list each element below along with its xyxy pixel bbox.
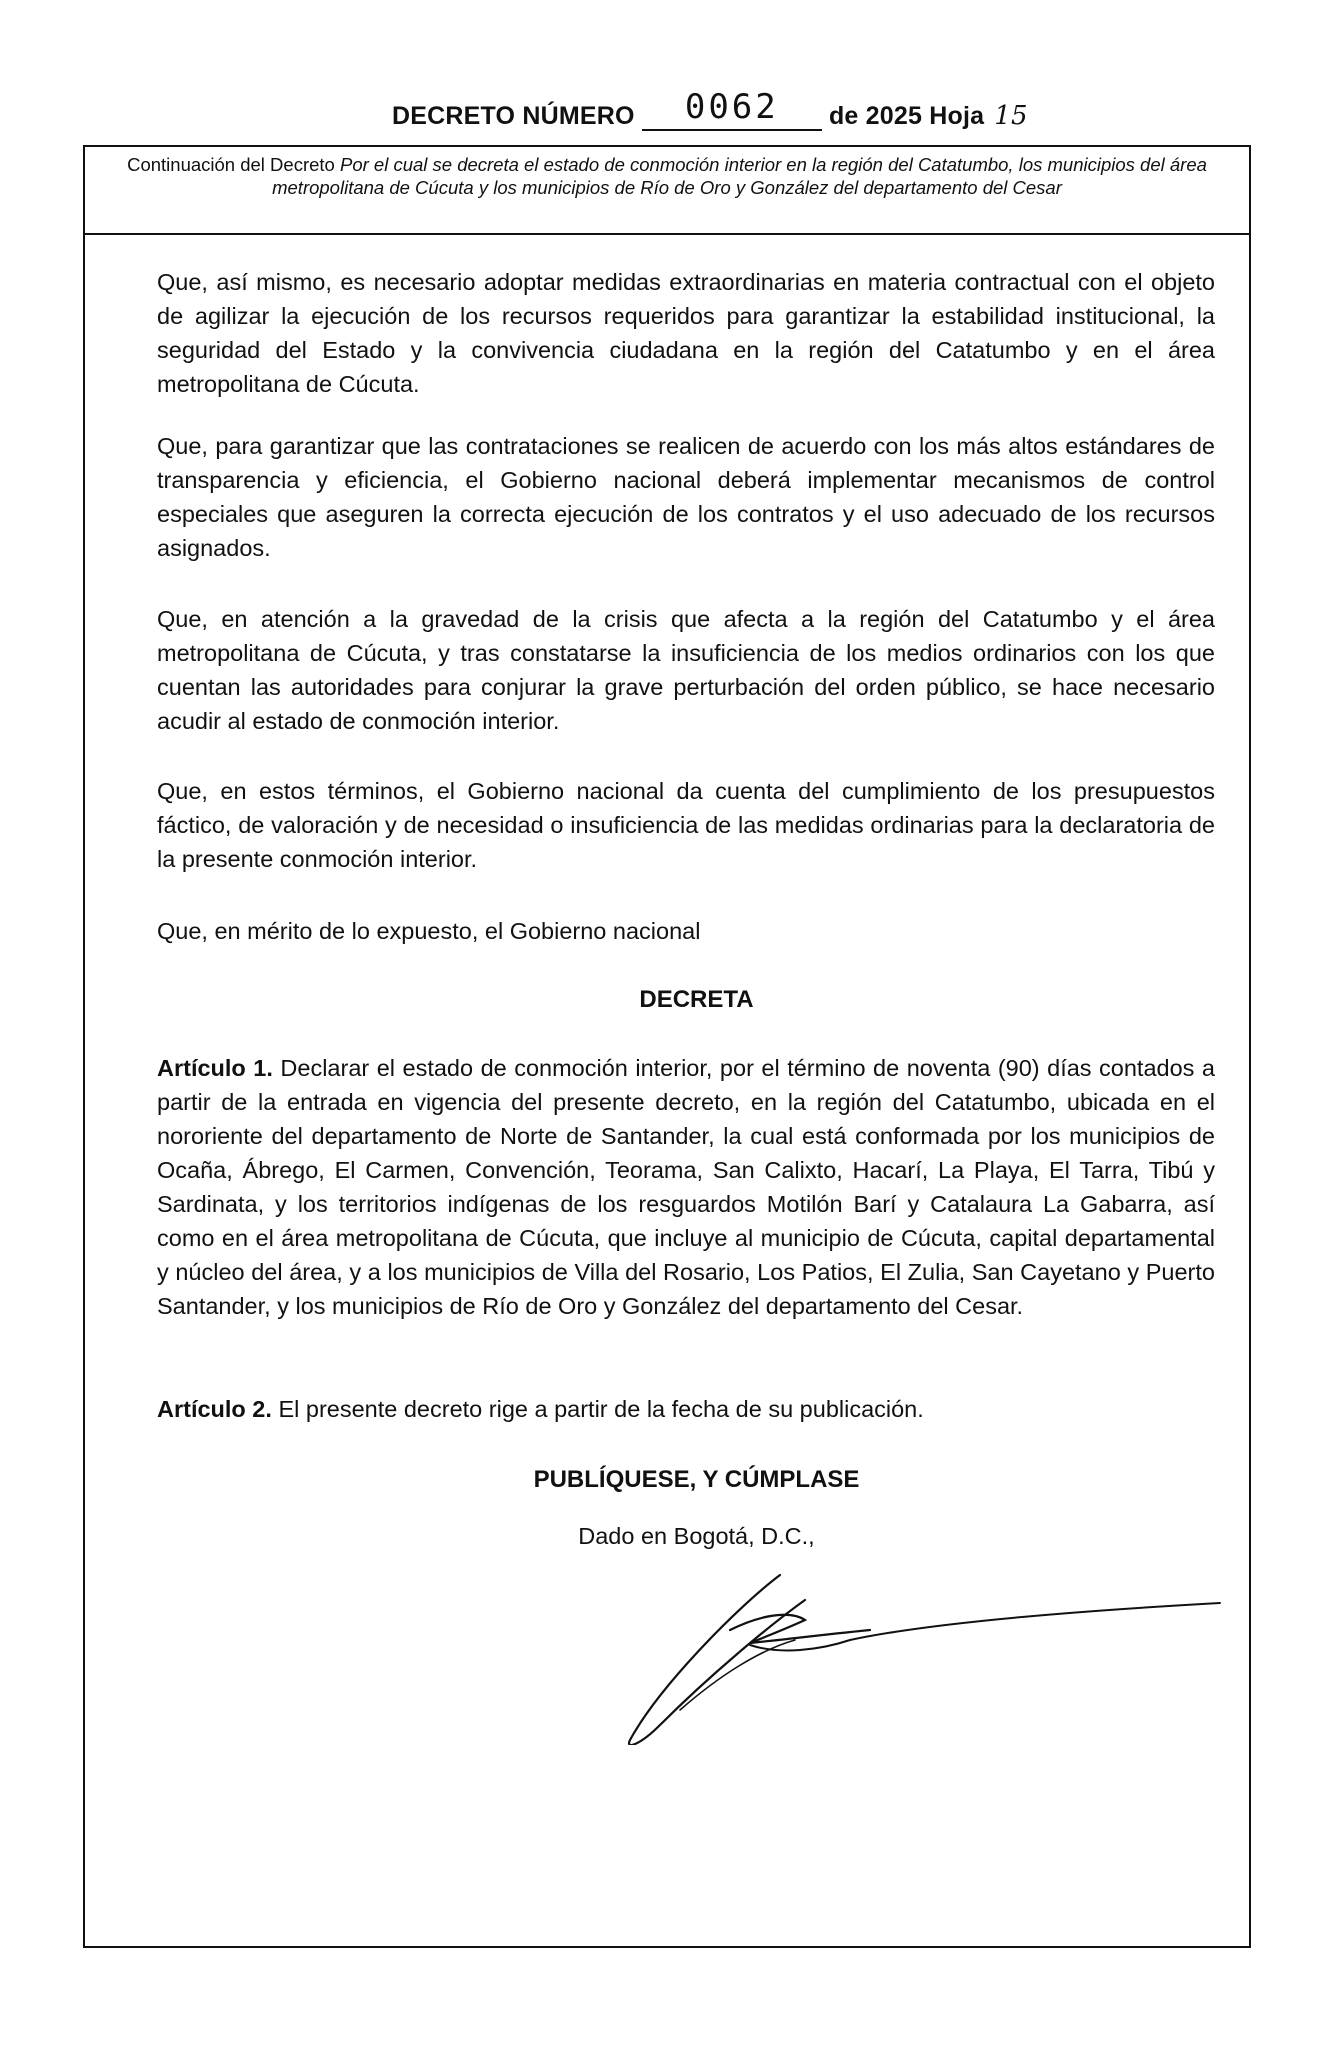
decree-number-slot <box>642 87 822 131</box>
decree-number: 0062 <box>684 87 779 127</box>
article-2 <box>157 1392 1215 1426</box>
article-1-label: Artículo 1. <box>157 1055 273 1081</box>
continuation-text <box>100 153 1234 199</box>
paragraph-4: Que, en estos términos, el Gobierno nacional da cuenta del cumplimiento de los presupuestos fáctico, de valoración y de necesidad o insuficiencia de las medidas ordinarias para la declaratoria de la presente conmoción interior. <box>157 778 1215 872</box>
continuation-subject: Por el cual se decreta el estado de conmoción interior en la región del Catatumbo, los municipios del área metropolitana de Cúcuta y los municipios de Río de Oro y González del departamento del Cesar <box>272 154 1207 198</box>
article-2-text: El presente decreto rige a partir de la fecha de su publicación. <box>278 1396 924 1422</box>
page-number: 15 <box>994 101 1028 131</box>
title-prefix: DECRETO NÚMERO <box>392 102 635 130</box>
paragraph-1: Que, así mismo, es necesario adoptar medidas extraordinarias en materia contractual con el objeto de agilizar la ejecución de los recursos requeridos para garantizar la estabilidad institucional, la seguridad del Estado y la convivencia ciudadana en la región del Catatumbo y en el área metropolitana de Cúcuta. <box>157 269 1215 397</box>
title-suffix: de 2025 Hoja <box>828 102 985 130</box>
place-line: Dado en Bogotá, D.C., <box>578 1523 815 1549</box>
paragraph-3: Que, en atención a la gravedad de la crisis que afecta a la región del Catatumbo y el área metropolitana de Cúcuta, y tras constatarse la insuficiencia de los medios ordinarios con los que cuentan las autoridades para conjurar la grave perturbación del orden público, se hace necesario acudir al estado de conmoción interior. <box>157 606 1215 734</box>
article-2-label: Artículo 2. <box>157 1396 272 1422</box>
paragraph-5: Que, en mérito de lo expuesto, el Gobierno nacional <box>157 918 701 944</box>
article-1 <box>157 1051 1215 1323</box>
decree-title <box>392 87 1028 131</box>
signature <box>620 1555 1240 1745</box>
closing-formula: PUBLÍQUESE, Y CÚMPLASE <box>533 1466 860 1493</box>
paragraph-2: Que, para garantizar que las contrataciones se realicen de acuerdo con los más altos estándares de transparencia y eficiencia, el Gobierno nacional deberá implementar mecanismos de control especiales que aseguren la correcta ejecución de los contratos y el uso adecuado de los recursos asignados. <box>157 433 1215 561</box>
continuation-prefix: Continuación del Decreto <box>127 154 335 175</box>
article-1-text: Declarar el estado de conmoción interior, por el término de noventa (90) días contados a partir de la entrada en vigencia del presente decreto, en la región del Catatumbo, ubicada en el nororiente del departamento de Norte de Santander, la cual está conformada por los municipios de Ocaña, Ábrego, El Carmen, Convención, Teorama, San Calixto, Hacarí, La Playa, El Tarra, Tibú y Sardinata, y los territorios indígenas de los resguardos Motilón Barí y Catalaura La Gabarra, así como en el área metropolitana de Cúcuta, que incluye al municipio de Cúcuta, capital departamental y núcleo del área, y a los municipios de Villa del Rosario, Los Patios, El Zulia, San Cayetano y Puerto Santander, y los municipios de Río de Oro y González del departamento del Cesar. <box>157 1055 1215 1319</box>
decreta-heading: DECRETA <box>639 986 754 1013</box>
